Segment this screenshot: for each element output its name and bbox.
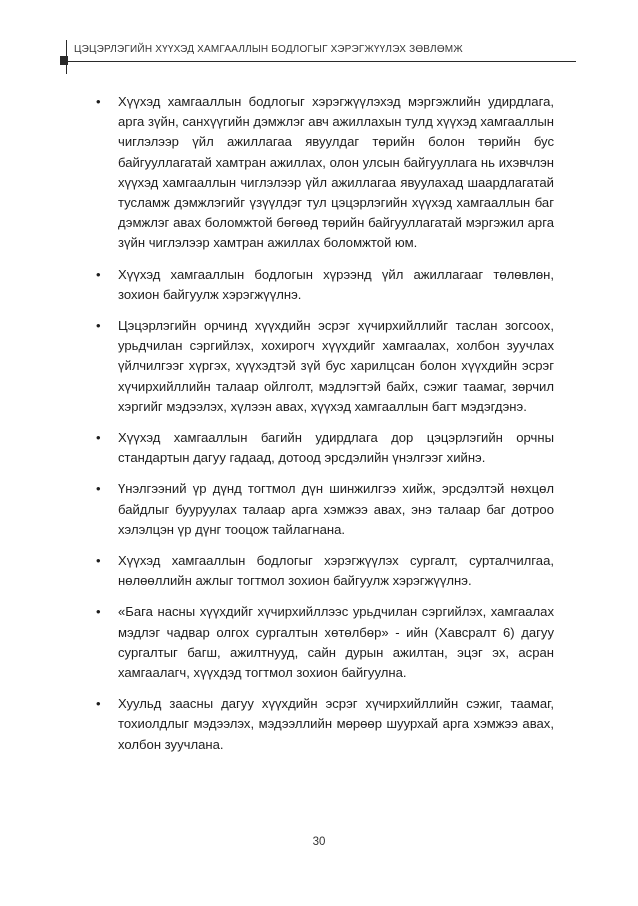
header-vertical-rule [66,40,67,74]
list-item [96,92,554,254]
bullet-icon: • [96,553,101,569]
bullet-icon: • [96,430,101,446]
bullet-icon: • [96,266,101,282]
running-header-title: ЦЭЦЭРЛЭГИЙН ХҮҮХЭД ХАМГААЛЛЫН БОДЛОГЫГ ХЭРЭГЖҮҮЛЭХ ЗӨВЛӨМЖ [74,44,463,55]
list-item [96,479,554,540]
list-item [96,265,554,305]
list-item-text: Хуульд заасны дагуу хүүхдийн эсрэг хүчирхийллийн сэжиг, таамаг, тохиолдлыг мэдээлэх, мэдээллийн мөрөөр шуурхай арга хэмжээ авах, холбон зуучлана. [118,696,554,752]
list-item-text: Хүүхэд хамгааллын багийн удирдлага дор цэцэрлэгийн орчны стандартын дагуу гадаад, дотоод эрсдэлийн үнэлгээг хийнэ. [118,430,554,466]
page-header [0,0,638,80]
list-item-text: Хүүхэд хамгааллын бодлогыг хэрэгжүүлэх сургалт, сурталчилгаа, нөлөөллийн ажлыг тогтмол зохион байгуулж хэрэгжүүлнэ. [118,553,554,589]
list-item [96,428,554,468]
list-item [96,694,554,755]
bullet-icon: • [96,696,101,712]
bullet-list [96,92,554,755]
list-item [96,602,554,683]
list-item-text: Хүүхэд хамгааллын бодлогын хүрээнд үйл ажиллагааг төлөвлөн, зохион байгуулж хэрэгжүүлнэ. [118,266,554,302]
bullet-icon: • [96,481,101,497]
list-item [96,551,554,591]
list-item-text: Цэцэрлэгийн орчинд хүүхдийн эсрэг хүчирхийллийг таслан зогсоох, урьдчилан сэргийлэх, хохирогч хүүхдийг хамгаалах, холбон зуучлах үйлчилгээг хүргэх, хүүхэдтэй зүй бус харилцсан болон хүүхдийн эсрэг хүчирхийллийн талаар ойлголт, мэдлэгтэй байх, сэжиг таамаг, зөрчил хэргийг мэдээлэх, хүлээн авах, хүүхэд хамгааллын багт мэдэгдэнэ. [118,318,554,414]
header-rule [66,61,576,62]
bullet-icon: • [96,318,101,334]
list-item [96,316,554,417]
bullet-icon: • [96,94,101,109]
list-item-text: Үнэлгээний үр дүнд тогтмол дүн шинжилгээ хийж, эрсдэлтэй нөхцөл байдлыг бууруулах талаар арга хэмжээ авах, энэ талаар баг дотроо хэлэлцэн үр дүнг тооцож тайлагнана. [118,481,554,537]
page-body [96,92,554,766]
list-item-text: Хүүхэд хамгааллын бодлогыг хэрэгжүүлэхэд мэргэжлийн удирдлага, арга зүйн, санхүүгийн дэмжлэг авч ажиллахын тулд хүүхэд хамгааллын чиглэлээр үйл ажиллагаа явуулдаг төрийн болон төрийн бус байгууллагатай хамтран ажиллах, олон улсын байгууллага нь ихэвчлэн хүүхэд хамгааллын чиглэлээр үйл ажиллагаа явуулахад шаардлагатай тусламж дэмжлэгийг үзүүлдэг тул цэцэрлэгийн хүүхэд хамгааллын баг дэмжлэг авах боломжтой бөгөөд төрийн байгууллагатай мэргэжил арга зүйн чиглэлээр хамтран ажиллах боломжтой юм. [118,94,554,251]
list-item-text: «Бага насны хүүхдийг хүчирхийллээс урьдчилан сэргийлэх, хамгаалах мэдлэг чадвар олгох сургалтын хөтөлбөр» - ийн (Хавсралт 6) дагуу сургалтыг багш, ажилтнууд, сайн дурын ажилтан, эцэг эх, асран хамгаалагч, хүүхдэд тогтмол зохион байгуулна. [118,604,554,681]
bullet-icon: • [96,604,101,620]
page-number: 30 [312,836,326,848]
